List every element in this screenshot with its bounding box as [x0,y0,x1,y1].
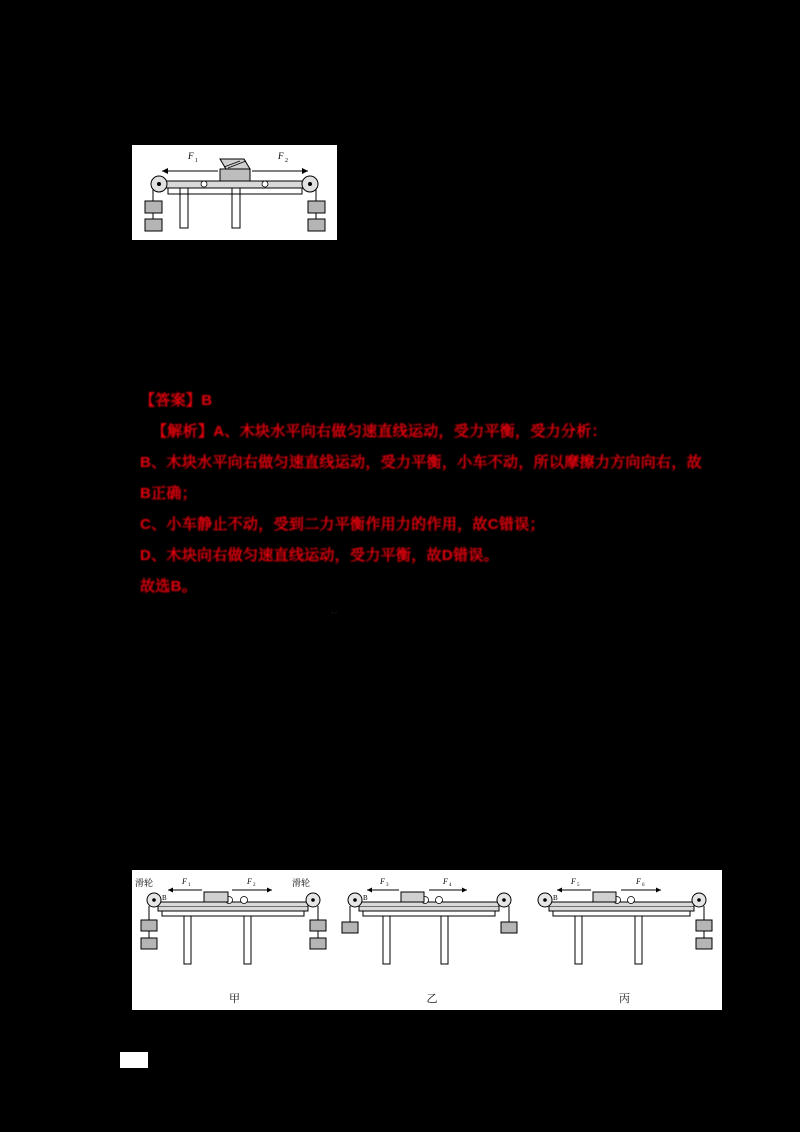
pulley-label-left: 滑轮 [135,878,154,888]
answer-explanation [140,385,700,602]
force-label-f1: F [188,151,194,161]
answer-heading: 【答案】B [140,392,213,409]
page-corner-mark [120,1052,148,1068]
svg-text:F: F [380,877,385,886]
answer-line-6: 故选B。 [140,578,198,595]
force-label-f1-sub: 1 [195,158,198,164]
answer-line-2: B、木块水平向右做匀速直线运动，受力平衡，小车不动，所以摩擦力方向向右，故 [140,454,702,471]
svg-text:1: 1 [188,883,191,888]
ellipsis-marker: ·· [330,605,338,619]
svg-text:F: F [636,877,641,886]
svg-text:4: 4 [449,883,452,888]
figure-panel-bing [527,870,722,1010]
answer-line-1: 【解析】A、木块水平向右做匀速直线运动，受力平衡，受力分析： [152,423,607,440]
svg-text:F: F [571,877,576,886]
svg-text:6: 6 [642,883,645,888]
answer-line-3: B正确； [140,485,198,502]
svg-text:B: B [553,894,558,902]
panel-caption-yi: 乙 [426,993,438,1005]
svg-text:F: F [182,877,187,886]
figure-panel-yi [337,870,527,1010]
force-label-f2-sub: 2 [285,158,288,164]
svg-text:B: B [162,894,167,902]
svg-text:5: 5 [577,883,580,888]
figure-top [132,145,337,240]
panel-caption-bing: 丙 [619,993,630,1005]
svg-text:F: F [443,877,448,886]
figure-panel-jia [132,870,337,1010]
svg-text:2: 2 [253,883,256,888]
figure-bottom [132,870,722,1010]
force-label-f2: F [278,151,284,161]
answer-line-4: C、小车静止不动，受到二力平衡作用力的作用，故C错误； [140,516,545,533]
panel-caption-jia: 甲 [229,993,240,1005]
answer-line-5: D、木块向右做匀速直线运动，受力平衡，故D错误。 [140,547,499,564]
svg-text:3: 3 [386,883,389,888]
svg-text:F: F [247,877,252,886]
pulley-label-right: 滑轮 [292,878,311,888]
svg-text:B: B [363,894,368,902]
